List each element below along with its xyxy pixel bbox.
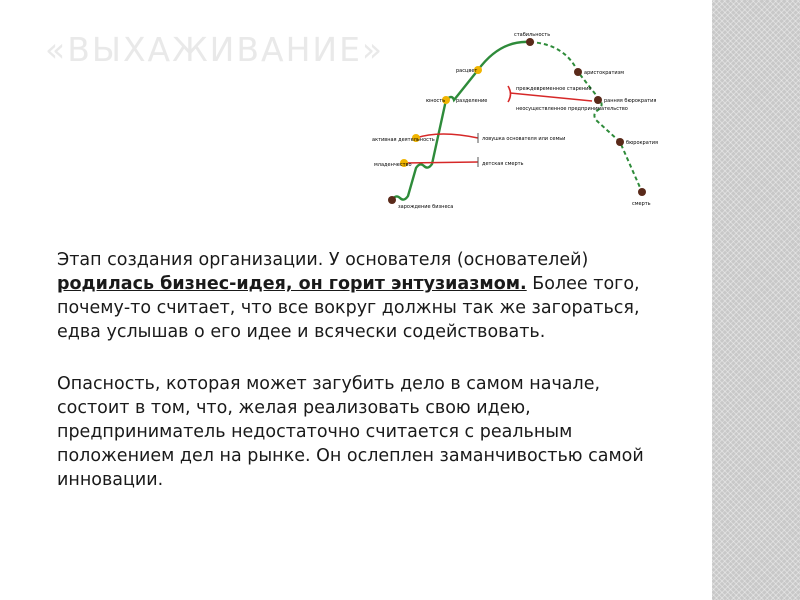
node-aristocracy [574, 68, 582, 76]
paragraph-2: Опасность, которая может загубить дело в самом начале, состоит в том, что, желая реализовать свою идею, предприниматель недостаточно считается с реальным положением дел на рынке. Он ослеплен заманчивостью самой инновации. [57, 374, 644, 490]
label-premature-aging: преждевременное старение [516, 86, 592, 92]
trap-line-divorce [508, 86, 511, 102]
paragraph-1-part-1: Этап создания организации. У основателя (основателей) [57, 250, 589, 270]
label-founder-trap: ловушка основателя или семьи [482, 136, 566, 142]
rising-curve [392, 42, 530, 200]
paragraph-1-part-2: Более того, почему-то считает, что все вокруг должны так же загораться, едва услышав о его идее и всячески содействовать. [57, 274, 640, 342]
label-birth: зарождение бизнеса [398, 204, 454, 210]
falling-curve [530, 42, 642, 192]
label-infant-death: детская смерть [482, 161, 524, 167]
node-birth [388, 196, 396, 204]
label-bureaucracy: бюрократия [626, 140, 658, 146]
node-stability [526, 38, 534, 46]
label-infancy: младенчество [374, 162, 412, 168]
slide-title: «ВЫХАЖИВАНИЕ» [45, 30, 385, 69]
label-divorce: разделение [456, 98, 488, 104]
label-active: активная деятельность [372, 137, 435, 143]
paragraph-1 [57, 248, 657, 344]
label-youth: юность [426, 98, 446, 104]
paragraph-1-highlight: родилась бизнес-идея, он горит энтузиазмом. [57, 274, 527, 294]
node-bureaucracy [616, 138, 624, 146]
label-unfulfilled: неосуществленное предпринимательство [516, 106, 628, 112]
lifecycle-diagram [370, 30, 670, 220]
label-stability: стабильность [514, 32, 551, 38]
label-aristocracy: аристократизм [584, 70, 625, 76]
trap-line-infant [404, 162, 478, 163]
trap-line-aging [510, 93, 592, 101]
label-death: смерть [632, 201, 651, 207]
node-early-bureaucracy [594, 96, 602, 104]
decorative-strip [712, 0, 800, 600]
node-death [638, 188, 646, 196]
body-text [57, 248, 657, 492]
label-growth: расцвет [456, 68, 478, 74]
label-early-bureaucracy: ранняя бюрократия [604, 98, 657, 104]
